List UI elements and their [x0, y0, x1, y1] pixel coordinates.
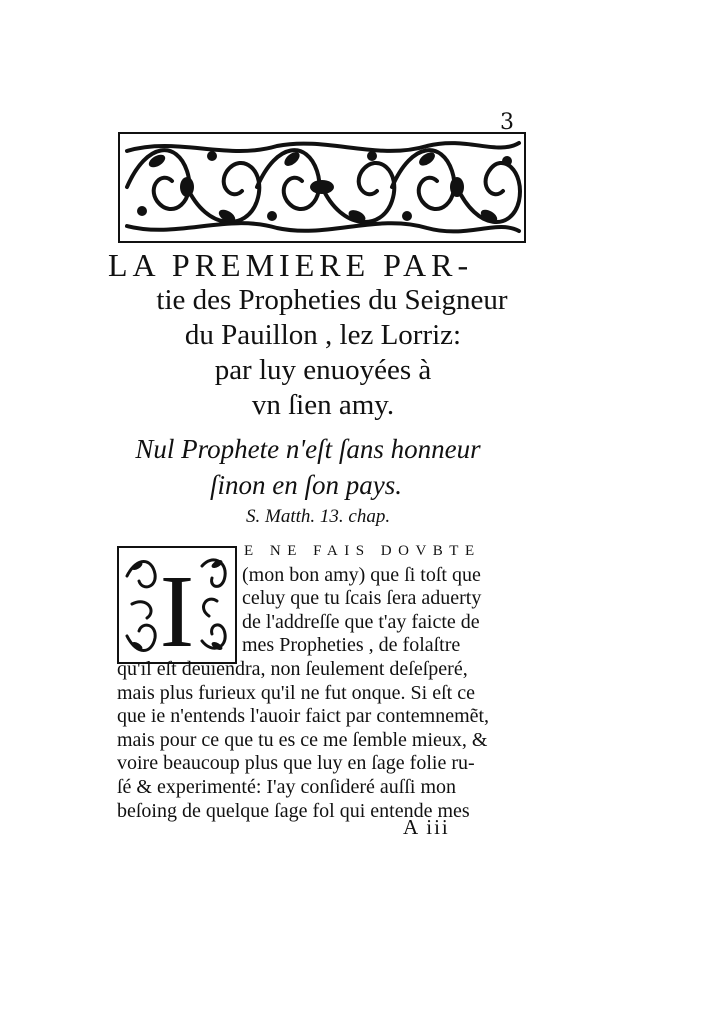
title-line-1: LA PREMIERE PAR-: [108, 247, 474, 283]
title-line-2: tie des Propheties du Seigneur: [156, 284, 508, 316]
body-line: de l'addreſſe que t'ay faicte de: [242, 610, 480, 633]
body-line: celuy que tu ſcais ſera aduerty: [242, 587, 482, 610]
body-line: (mon bon amy) que ſi toſt que: [242, 563, 481, 586]
body-line: mais pour ce que tu es ce me ſemble mieux, &: [117, 728, 488, 751]
ornamental-headpiece: [117, 131, 527, 244]
scripture-reference: S. Matth. 13. chap.: [246, 506, 391, 527]
title-line-4: par luy enuoyées à: [214, 354, 432, 386]
page-number: 3: [500, 110, 514, 135]
signature-mark: A iii: [403, 815, 450, 839]
motto: [118, 431, 498, 531]
body-text: [117, 540, 517, 823]
body-line: E NE FAIS DOVBTE: [244, 543, 481, 559]
motto-line-2: ſinon en ſon pays.: [210, 470, 402, 500]
body-line: que ie n'entends l'auoir faict par contemnemẽt,: [117, 705, 490, 728]
body-line: voire beaucoup plus que luy en ſage folie ru-: [117, 752, 475, 775]
body-line: ſé & experimenté: I'ay conſideré auſſi mon: [117, 775, 457, 798]
title-line-5: vn ſien amy.: [251, 389, 395, 421]
title-line-3: du Pauillon , lez Lorriz:: [184, 319, 462, 351]
body-line: beſoing de quelque ſage fol qui entende mes: [117, 799, 470, 822]
body-line: mes Propheties , de folaſtre: [242, 634, 461, 657]
body-line: mais plus furieux qu'il ne fut onque. Si eſt ce: [117, 681, 475, 704]
motto-line-1: Nul Prophete n'eſt ſans honneur: [135, 434, 481, 464]
dropcap-letter: I: [159, 554, 195, 664]
body-line: qu'il eſt deuiendra, non ſeulement deſeſperé,: [117, 657, 468, 680]
title-block: [108, 248, 538, 423]
